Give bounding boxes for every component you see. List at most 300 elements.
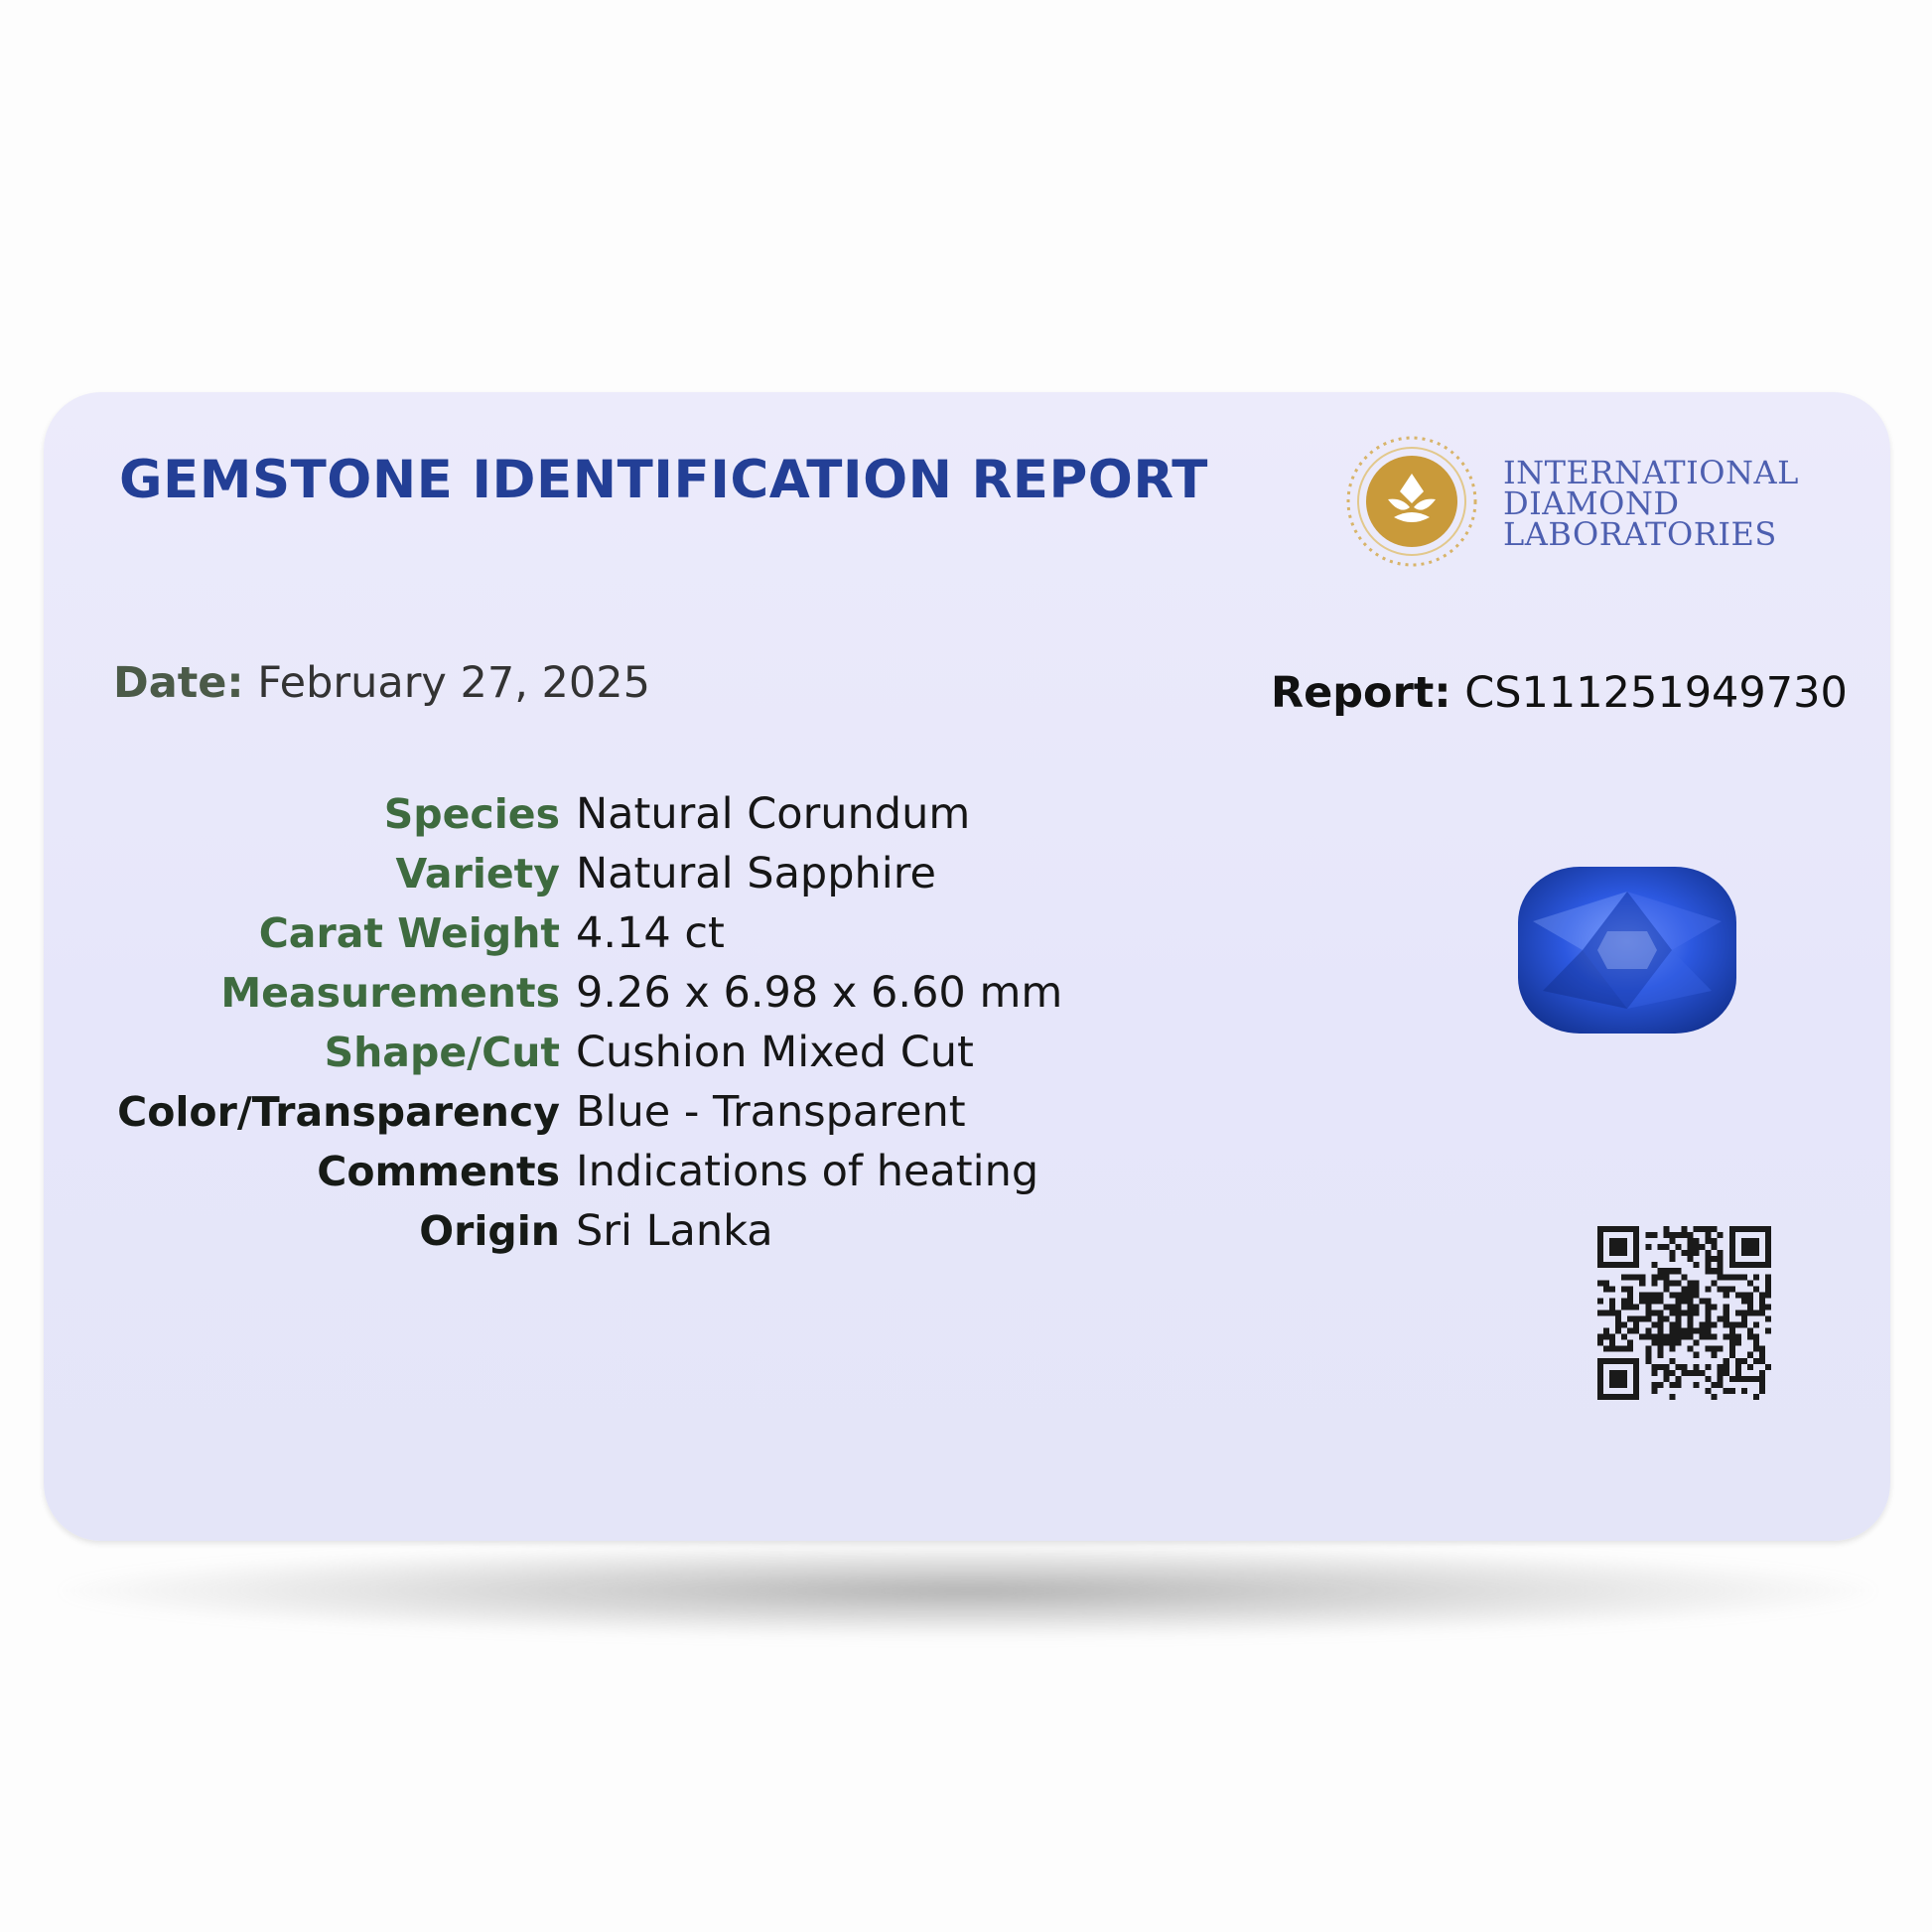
qr-module xyxy=(1681,1286,1687,1292)
qr-module xyxy=(1747,1310,1753,1315)
qr-module xyxy=(1669,1256,1675,1262)
spec-row-species xyxy=(44,784,1136,844)
qr-module xyxy=(1645,1244,1651,1250)
qr-module xyxy=(1633,1262,1639,1268)
qr-module xyxy=(1681,1274,1687,1280)
qr-module xyxy=(1675,1292,1681,1298)
qr-module xyxy=(1603,1358,1609,1364)
qr-module xyxy=(1633,1316,1639,1322)
qr-module xyxy=(1712,1322,1718,1328)
qr-module xyxy=(1675,1304,1681,1310)
qr-module xyxy=(1694,1238,1700,1244)
qr-module xyxy=(1669,1394,1675,1400)
qr-module xyxy=(1706,1328,1712,1334)
date-label: Date: xyxy=(113,658,244,708)
qr-module xyxy=(1706,1250,1712,1256)
qr-module xyxy=(1669,1310,1675,1315)
qr-module xyxy=(1615,1346,1621,1352)
qr-module xyxy=(1700,1370,1706,1376)
qr-module xyxy=(1729,1226,1735,1232)
qr-module xyxy=(1688,1346,1694,1352)
qr-module xyxy=(1627,1274,1633,1280)
qr-module xyxy=(1735,1310,1741,1315)
qr-module xyxy=(1765,1244,1771,1250)
qr-module xyxy=(1621,1376,1627,1382)
qr-module xyxy=(1597,1310,1603,1315)
qr-module xyxy=(1609,1298,1615,1304)
qr-module xyxy=(1718,1376,1724,1382)
qr-module xyxy=(1651,1232,1657,1238)
qr-module xyxy=(1597,1280,1603,1286)
qr-module xyxy=(1765,1328,1771,1334)
qr-module xyxy=(1741,1376,1747,1382)
qr-module xyxy=(1688,1232,1694,1238)
qr-module xyxy=(1706,1334,1712,1340)
qr-module xyxy=(1633,1382,1639,1388)
qr-module xyxy=(1729,1346,1735,1352)
qr-module xyxy=(1759,1298,1765,1304)
qr-module xyxy=(1651,1274,1657,1280)
qr-module xyxy=(1633,1232,1639,1238)
qr-module xyxy=(1681,1370,1687,1376)
qr-module xyxy=(1688,1250,1694,1256)
qr-module xyxy=(1633,1238,1639,1244)
lab-emblem-icon xyxy=(1344,434,1479,569)
qr-module xyxy=(1621,1358,1627,1364)
qr-module xyxy=(1627,1316,1633,1322)
qr-module xyxy=(1675,1244,1681,1250)
qr-module xyxy=(1724,1370,1729,1376)
qr-module xyxy=(1609,1250,1615,1256)
qr-module xyxy=(1633,1256,1639,1262)
qr-module xyxy=(1621,1370,1627,1376)
qr-module xyxy=(1663,1244,1669,1250)
qr-module xyxy=(1718,1250,1724,1256)
qr-module xyxy=(1657,1382,1663,1388)
qr-module xyxy=(1615,1358,1621,1364)
qr-module xyxy=(1741,1292,1747,1298)
lab-name-line: INTERNATIONAL xyxy=(1503,454,1799,491)
qr-module xyxy=(1729,1256,1735,1262)
qr-module xyxy=(1633,1394,1639,1400)
qr-module xyxy=(1718,1268,1724,1274)
qr-module xyxy=(1765,1274,1771,1280)
qr-module xyxy=(1753,1250,1759,1256)
spec-value: Blue - Transparent xyxy=(576,1087,966,1137)
qr-module xyxy=(1747,1226,1753,1232)
qr-module xyxy=(1688,1238,1694,1244)
qr-module xyxy=(1688,1304,1694,1310)
qr-module xyxy=(1753,1244,1759,1250)
qr-module xyxy=(1741,1316,1747,1322)
qr-module xyxy=(1729,1232,1735,1238)
qr-module xyxy=(1688,1322,1694,1328)
qr-module xyxy=(1729,1274,1735,1280)
qr-module xyxy=(1759,1304,1765,1310)
report-number-line xyxy=(1271,668,1848,718)
spec-value: Sri Lanka xyxy=(576,1206,773,1256)
spec-value: Natural Sapphire xyxy=(576,849,936,898)
qr-module xyxy=(1651,1262,1657,1268)
qr-module xyxy=(1735,1376,1741,1382)
spec-row-carat-weight xyxy=(44,903,1136,963)
qr-module xyxy=(1681,1364,1687,1370)
qr-module xyxy=(1657,1244,1663,1250)
qr-module xyxy=(1609,1244,1615,1250)
qr-module xyxy=(1706,1304,1712,1310)
qr-module xyxy=(1651,1364,1657,1370)
qr-module xyxy=(1621,1382,1627,1388)
qr-module xyxy=(1627,1328,1633,1334)
qr-module xyxy=(1706,1256,1712,1262)
qr-module xyxy=(1669,1334,1675,1340)
qr-module xyxy=(1735,1334,1741,1340)
qr-module xyxy=(1657,1346,1663,1352)
qr-module xyxy=(1621,1334,1627,1340)
qr-module xyxy=(1597,1388,1603,1394)
qr-module xyxy=(1657,1316,1663,1322)
qr-module xyxy=(1651,1382,1657,1388)
qr-module xyxy=(1675,1268,1681,1274)
qr-module xyxy=(1747,1334,1753,1340)
qr-module xyxy=(1729,1322,1735,1328)
qr-module xyxy=(1688,1370,1694,1376)
qr-module xyxy=(1621,1346,1627,1352)
qr-module xyxy=(1669,1250,1675,1256)
qr-module xyxy=(1735,1370,1741,1376)
qr-module xyxy=(1621,1286,1627,1292)
qr-module xyxy=(1694,1352,1700,1358)
qr-module xyxy=(1675,1316,1681,1322)
qr-module xyxy=(1663,1316,1669,1322)
qr-module xyxy=(1694,1370,1700,1376)
qr-module xyxy=(1597,1358,1603,1364)
qr-module xyxy=(1603,1310,1609,1315)
qr-module xyxy=(1765,1292,1771,1298)
qr-module xyxy=(1753,1322,1759,1328)
qr-module xyxy=(1753,1238,1759,1244)
qr-module xyxy=(1741,1226,1747,1232)
qr-module xyxy=(1597,1364,1603,1370)
qr-module xyxy=(1753,1286,1759,1292)
qr-module xyxy=(1712,1394,1718,1400)
qr-module xyxy=(1645,1346,1651,1352)
qr-module xyxy=(1615,1376,1621,1382)
qr-module xyxy=(1615,1310,1621,1315)
qr-module xyxy=(1724,1364,1729,1370)
qr-module xyxy=(1765,1226,1771,1232)
qr-module xyxy=(1747,1304,1753,1310)
qr-module xyxy=(1633,1304,1639,1310)
qr-module xyxy=(1735,1340,1741,1346)
qr-module xyxy=(1621,1250,1627,1256)
qr-module xyxy=(1597,1250,1603,1256)
qr-module xyxy=(1741,1298,1747,1304)
qr-module xyxy=(1669,1370,1675,1376)
spec-row-variety xyxy=(44,844,1136,903)
qr-module xyxy=(1651,1334,1657,1340)
qr-module xyxy=(1735,1358,1741,1364)
qr-module xyxy=(1669,1340,1675,1346)
qr-module xyxy=(1753,1262,1759,1268)
qr-module xyxy=(1627,1226,1633,1232)
qr-module xyxy=(1712,1382,1718,1388)
qr-module xyxy=(1657,1268,1663,1274)
qr-module xyxy=(1633,1388,1639,1394)
qr-module xyxy=(1681,1232,1687,1238)
qr-module xyxy=(1669,1322,1675,1328)
spec-label: Variety xyxy=(395,850,560,897)
qr-module xyxy=(1657,1310,1663,1315)
spec-label: Carat Weight xyxy=(258,909,560,957)
qr-module xyxy=(1688,1310,1694,1315)
qr-module xyxy=(1712,1226,1718,1232)
qr-module xyxy=(1706,1388,1712,1394)
qr-module xyxy=(1597,1232,1603,1238)
qr-module xyxy=(1615,1316,1621,1322)
qr-module xyxy=(1747,1244,1753,1250)
qr-module xyxy=(1657,1328,1663,1334)
qr-module xyxy=(1663,1286,1669,1292)
qr-module xyxy=(1759,1262,1765,1268)
qr-module xyxy=(1753,1274,1759,1280)
qr-module xyxy=(1669,1292,1675,1298)
qr-module xyxy=(1747,1238,1753,1244)
qr-module xyxy=(1651,1370,1657,1376)
qr-module xyxy=(1706,1310,1712,1315)
lab-name xyxy=(1503,454,1799,553)
spec-value: 4.14 ct xyxy=(576,908,725,958)
qr-module xyxy=(1633,1250,1639,1256)
qr-module xyxy=(1694,1262,1700,1268)
qr-module xyxy=(1681,1298,1687,1304)
qr-module xyxy=(1609,1238,1615,1244)
qr-module xyxy=(1603,1226,1609,1232)
spec-label: Origin xyxy=(419,1207,560,1255)
qr-module xyxy=(1747,1262,1753,1268)
qr-module xyxy=(1675,1376,1681,1382)
qr-module xyxy=(1724,1304,1729,1310)
qr-module xyxy=(1753,1358,1759,1364)
qr-module xyxy=(1657,1292,1663,1298)
qr-module xyxy=(1724,1322,1729,1328)
spec-label: Color/Transparency xyxy=(117,1088,560,1136)
qr-module xyxy=(1639,1274,1645,1280)
spec-label: Measurements xyxy=(220,969,560,1017)
qr-module xyxy=(1627,1262,1633,1268)
qr-module xyxy=(1657,1334,1663,1340)
qr-module xyxy=(1621,1238,1627,1244)
qr-module xyxy=(1765,1364,1771,1370)
qr-module xyxy=(1724,1310,1729,1315)
qr-module xyxy=(1675,1310,1681,1315)
qr-module xyxy=(1615,1382,1621,1388)
qr-module xyxy=(1669,1346,1675,1352)
qr-module xyxy=(1675,1280,1681,1286)
qr-module xyxy=(1753,1334,1759,1340)
qr-module xyxy=(1675,1364,1681,1370)
qr-module xyxy=(1609,1376,1615,1382)
qr-module xyxy=(1627,1292,1633,1298)
qr-module xyxy=(1724,1388,1729,1394)
spec-value: Indications of heating xyxy=(576,1147,1039,1196)
qr-module xyxy=(1633,1370,1639,1376)
qr-module xyxy=(1645,1298,1651,1304)
qr-module xyxy=(1753,1226,1759,1232)
qr-module xyxy=(1729,1388,1735,1394)
qr-module xyxy=(1718,1274,1724,1280)
qr-module xyxy=(1741,1274,1747,1280)
qr-module xyxy=(1759,1292,1765,1298)
qr-module xyxy=(1675,1340,1681,1346)
qr-module xyxy=(1597,1340,1603,1346)
qr-module xyxy=(1753,1310,1759,1315)
sapphire-gem-image xyxy=(1513,862,1741,1038)
qr-module xyxy=(1615,1226,1621,1232)
qr-module xyxy=(1735,1292,1741,1298)
qr-module xyxy=(1663,1334,1669,1340)
qr-module xyxy=(1759,1352,1765,1358)
qr-module xyxy=(1706,1316,1712,1322)
qr-module xyxy=(1633,1274,1639,1280)
qr-module xyxy=(1712,1268,1718,1274)
qr-module xyxy=(1663,1364,1669,1370)
qr-module xyxy=(1694,1340,1700,1346)
qr-module xyxy=(1669,1238,1675,1244)
qr-module xyxy=(1712,1304,1718,1310)
report-label: Report: xyxy=(1271,668,1451,718)
spec-row-shape-cut xyxy=(44,1023,1136,1082)
qr-module xyxy=(1663,1232,1669,1238)
qr-module xyxy=(1712,1280,1718,1286)
qr-module xyxy=(1718,1262,1724,1268)
qr-module xyxy=(1712,1352,1718,1358)
qr-module xyxy=(1741,1262,1747,1268)
qr-module xyxy=(1633,1376,1639,1382)
qr-module xyxy=(1609,1358,1615,1364)
lab-name-line: LABORATORIES xyxy=(1503,515,1777,553)
qr-module xyxy=(1681,1328,1687,1334)
qr-module xyxy=(1753,1376,1759,1382)
spec-label: Shape/Cut xyxy=(324,1029,560,1076)
spec-table xyxy=(44,784,1136,1261)
qr-module xyxy=(1729,1376,1735,1382)
qr-module xyxy=(1724,1292,1729,1298)
qr-module xyxy=(1729,1262,1735,1268)
qr-module xyxy=(1729,1238,1735,1244)
qr-module xyxy=(1627,1394,1633,1400)
date-line xyxy=(113,658,650,708)
qr-module xyxy=(1706,1346,1712,1352)
qr-module xyxy=(1663,1340,1669,1346)
qr-module xyxy=(1706,1298,1712,1304)
qr-module xyxy=(1657,1298,1663,1304)
qr-module xyxy=(1681,1310,1687,1315)
qr-module xyxy=(1765,1250,1771,1256)
qr-module xyxy=(1706,1226,1712,1232)
qr-module xyxy=(1688,1292,1694,1298)
qr-module xyxy=(1645,1232,1651,1238)
qr-module xyxy=(1645,1334,1651,1340)
qr-module xyxy=(1753,1340,1759,1346)
qr-module xyxy=(1645,1358,1651,1364)
spec-value: Cushion Mixed Cut xyxy=(576,1028,974,1077)
qr-module xyxy=(1675,1334,1681,1340)
qr-module xyxy=(1681,1250,1687,1256)
qr-module xyxy=(1597,1382,1603,1388)
qr-module xyxy=(1657,1274,1663,1280)
qr-module xyxy=(1724,1286,1729,1292)
qr-module xyxy=(1681,1292,1687,1298)
spec-row-color-transparency xyxy=(44,1082,1136,1142)
qr-module xyxy=(1688,1286,1694,1292)
qr-module xyxy=(1747,1292,1753,1298)
qr-module xyxy=(1627,1286,1633,1292)
qr-module xyxy=(1597,1370,1603,1376)
qr-module xyxy=(1609,1226,1615,1232)
qr-module xyxy=(1712,1346,1718,1352)
spec-row-origin xyxy=(44,1201,1136,1261)
qr-module xyxy=(1609,1340,1615,1346)
qr-module xyxy=(1694,1364,1700,1370)
qr-module xyxy=(1615,1322,1621,1328)
spec-row-comments xyxy=(44,1142,1136,1201)
qr-module xyxy=(1718,1382,1724,1388)
qr-module xyxy=(1700,1244,1706,1250)
qr-module xyxy=(1729,1244,1735,1250)
qr-module xyxy=(1645,1352,1651,1358)
qr-module xyxy=(1712,1238,1718,1244)
qr-module xyxy=(1724,1334,1729,1340)
qr-module xyxy=(1718,1232,1724,1238)
qr-module xyxy=(1747,1328,1753,1334)
qr-module xyxy=(1688,1244,1694,1250)
qr-module xyxy=(1694,1286,1700,1292)
qr-module xyxy=(1615,1238,1621,1244)
qr-module xyxy=(1669,1328,1675,1334)
qr-module xyxy=(1694,1250,1700,1256)
qr-module xyxy=(1759,1388,1765,1394)
qr-module xyxy=(1663,1274,1669,1280)
qr-module xyxy=(1718,1256,1724,1262)
qr-module xyxy=(1597,1394,1603,1400)
qr-module xyxy=(1729,1286,1735,1292)
qr-module xyxy=(1706,1232,1712,1238)
qr-module xyxy=(1651,1280,1657,1286)
qr-module xyxy=(1603,1346,1609,1352)
qr-module xyxy=(1759,1346,1765,1352)
qr-module xyxy=(1639,1280,1645,1286)
qr-module xyxy=(1765,1286,1771,1292)
qr-module xyxy=(1609,1334,1615,1340)
qr-module xyxy=(1663,1376,1669,1382)
qr-module xyxy=(1609,1346,1615,1352)
qr-module xyxy=(1694,1328,1700,1334)
qr-module xyxy=(1651,1298,1657,1304)
qr-module xyxy=(1609,1262,1615,1268)
qr-module xyxy=(1706,1364,1712,1370)
qr-module xyxy=(1747,1250,1753,1256)
qr-module xyxy=(1753,1346,1759,1352)
qr-module xyxy=(1706,1268,1712,1274)
qr-module xyxy=(1765,1238,1771,1244)
qr-module xyxy=(1597,1244,1603,1250)
qr-module xyxy=(1651,1322,1657,1328)
qr-module xyxy=(1597,1376,1603,1382)
qr-module xyxy=(1765,1256,1771,1262)
qr-module xyxy=(1657,1352,1663,1358)
qr-module xyxy=(1657,1364,1663,1370)
